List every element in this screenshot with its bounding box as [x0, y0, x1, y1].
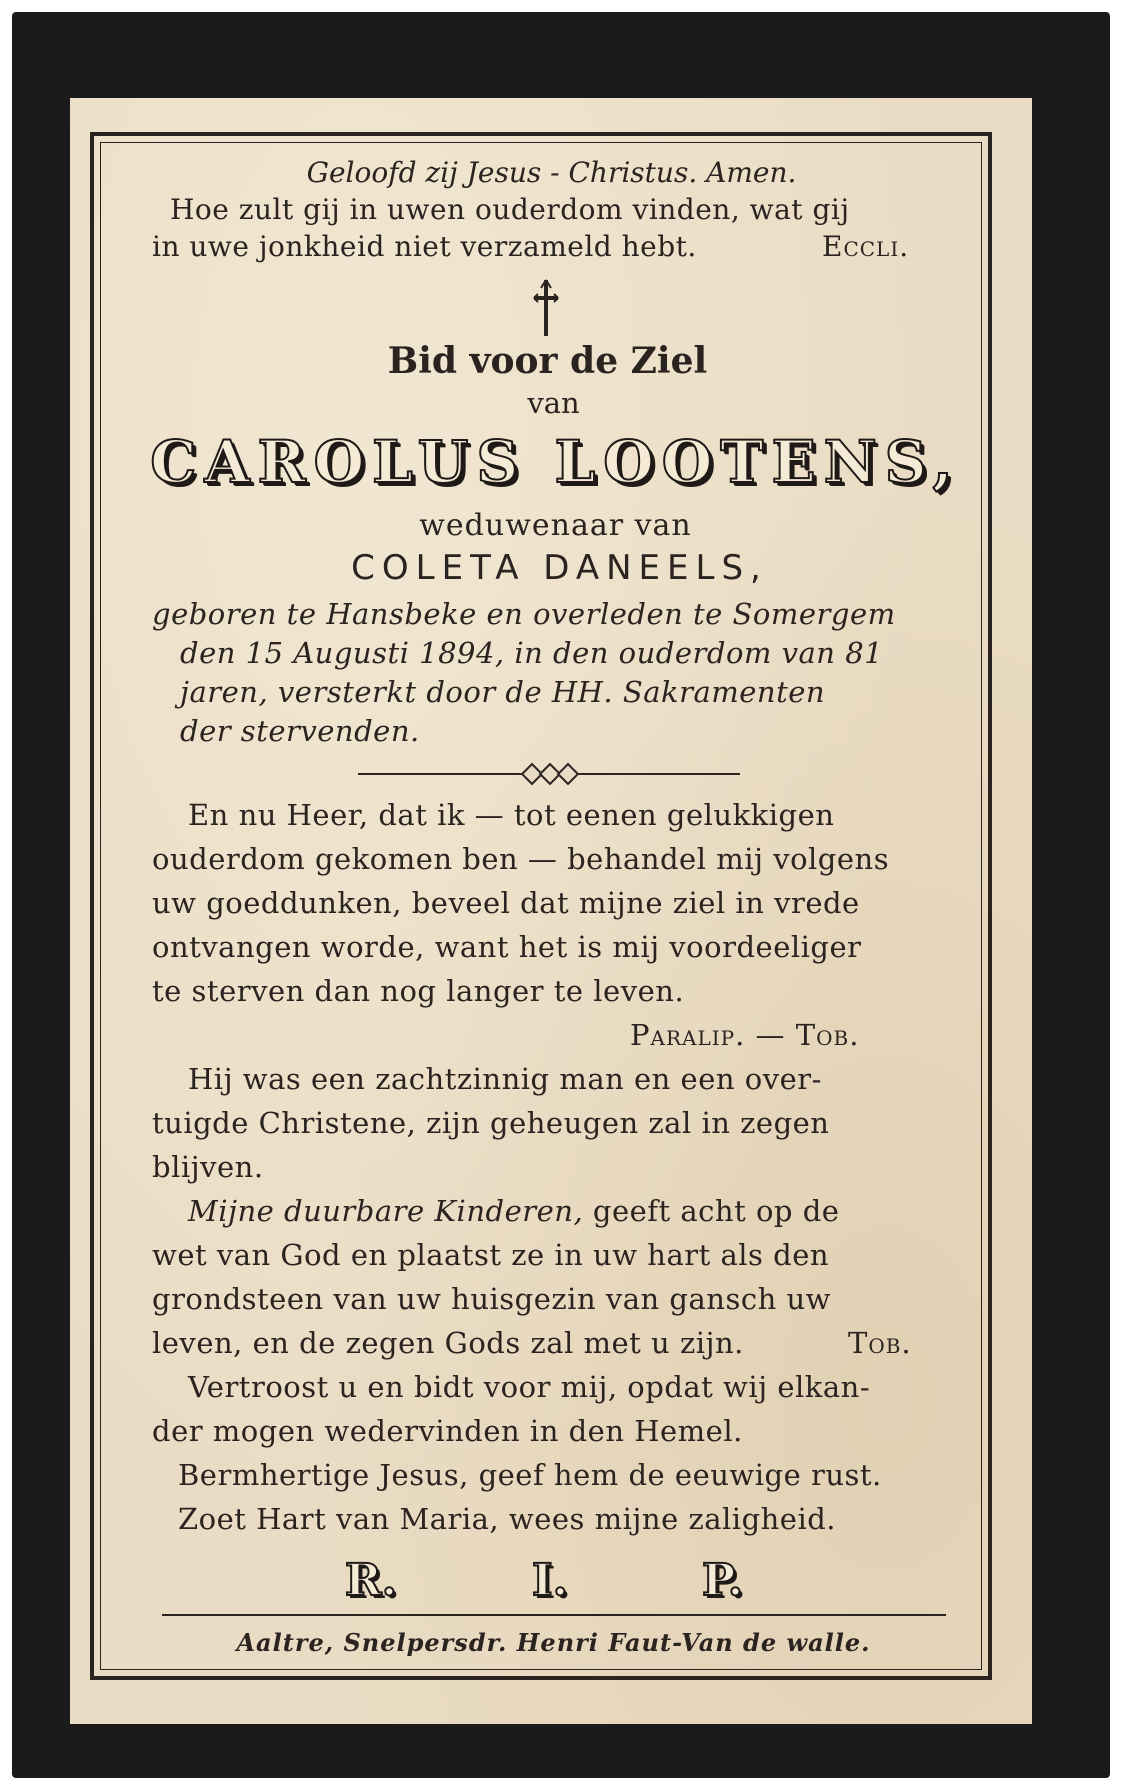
verse3-line-4: leven, en de zegen Gods zal met u zijn.: [152, 1326, 744, 1360]
verse1-line-1: En nu Heer, dat ik — tot eenen gelukkigen: [188, 798, 835, 832]
verse3-line-1: [188, 1194, 839, 1228]
verse1-reference: Paralip. — Tob.: [630, 1018, 860, 1052]
printer-credit: Aaltre, Snelpersdr. Henri Faut-Van de walle.: [236, 1628, 871, 1657]
footer-rule: [162, 1614, 946, 1616]
rip-letter-r: R.: [345, 1555, 397, 1606]
bio-line-1: geboren te Hansbeke en overleden te Somergem: [152, 597, 896, 631]
header-line-1: Geloofd zij Jesus - Christus. Amen.: [306, 156, 797, 189]
latin-cross-icon: [526, 278, 566, 338]
verse4-line-1: Vertroost u en bidt voor mij, opdat wij elkan-: [188, 1370, 871, 1404]
header-line-3: in uwe jonkheid niet verzameld hebt.: [152, 230, 697, 263]
deceased-status: weduwenaar van: [419, 508, 692, 543]
verse3-reference: Tob.: [848, 1326, 912, 1360]
closing-line-1: Bermhertige Jesus, geef hem de eeuwige rust.: [178, 1458, 882, 1492]
closing-line-2: Zoet Hart van Maria, wees mijne zaligheid.: [178, 1502, 837, 1536]
verse2-line-3: blijven.: [152, 1150, 264, 1184]
verse1-line-5: te sterven dan nog langer te leven.: [152, 974, 685, 1008]
verse1-line-2: ouderdom gekomen ben — behandel mij volgens: [152, 842, 890, 876]
prayer-van: van: [527, 386, 580, 420]
rip-letter-i: I.: [532, 1555, 568, 1606]
rip-letter-p: P.: [702, 1555, 744, 1606]
verse3-address: Mijne duurbare Kinderen,: [188, 1194, 584, 1228]
verse3-line-2: wet van God en plaatst ze in uw hart als den: [152, 1238, 830, 1272]
spouse-name: COLETA DANEELS,: [351, 548, 768, 588]
prayer-heading: Bid voor de Ziel: [387, 340, 708, 382]
deceased-name: CAROLUS LOOTENS,: [150, 428, 961, 496]
header-reference: Eccli.: [822, 230, 910, 263]
verse3-line-1-rest: geeft acht op de: [592, 1194, 840, 1228]
verse1-line-3: uw goeddunken, beveel dat mijne ziel in vrede: [152, 886, 860, 920]
bio-line-4: der stervenden.: [180, 714, 420, 748]
verse2-line-1: Hij was een zachtzinnig man en een over-: [188, 1062, 822, 1096]
header-line-2: Hoe zult gij in uwen ouderdom vinden, wat gij: [170, 193, 850, 226]
bio-line-2: den 15 Augusti 1894, in den ouderdom van 81: [180, 636, 884, 670]
verse4-line-2: der mogen wedervinden in den Hemel.: [152, 1414, 743, 1448]
verse2-line-2: tuigde Christene, zijn geheugen zal in zegen: [152, 1106, 830, 1140]
bio-line-3: jaren, versterkt door de HH. Sakramenten: [180, 675, 826, 709]
verse3-line-3: grondsteen van uw huisgezin van gansch uw: [152, 1282, 831, 1316]
verse1-line-4: ontvangen worde, want het is mij voordeeliger: [152, 930, 862, 964]
